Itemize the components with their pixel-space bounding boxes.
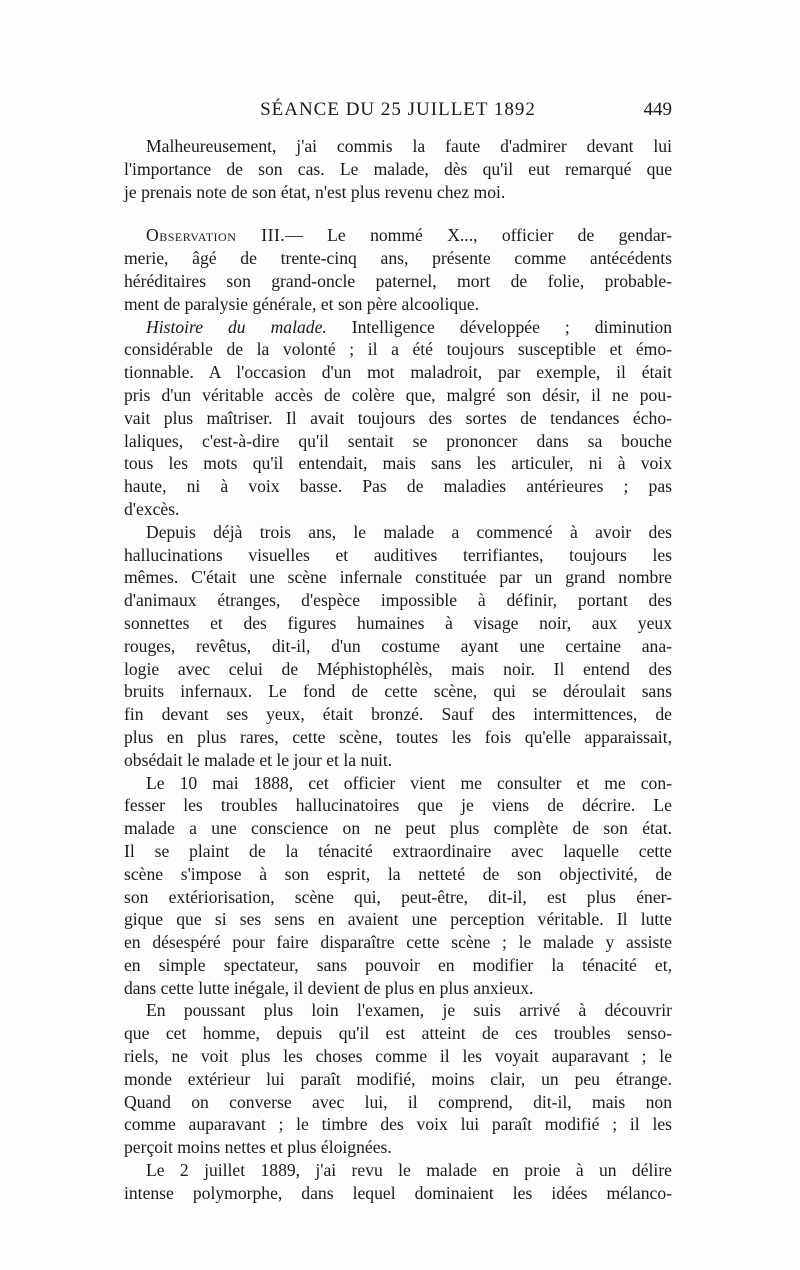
- text-line: sonnettes et des figures humaines à visage noir, aux yeux: [124, 612, 672, 633]
- text-line: Malheureusement, j'ai commis la faute d'admirer devant lui: [146, 136, 672, 156]
- observation-heading-line: [124, 224, 672, 247]
- text-line: rouges, revêtus, dit-il, d'un costume ayant une certaine ana-: [124, 635, 672, 656]
- text-line: l'importance de son cas. Le malade, dès qu'il eut remarqué que: [124, 158, 672, 179]
- text-line: en désespéré pour faire disparaître cette scène ; le malade y assiste: [124, 932, 672, 953]
- text-line: dans cette lutte inégale, il devient de plus en plus anxieux.: [124, 977, 534, 998]
- text-line: intense polymorphe, dans lequel dominaient les idées mélanco-: [124, 1182, 672, 1203]
- page-number: 449: [643, 99, 672, 120]
- text-line: son extériorisation, scène qui, peut-être, dit-il, est plus éner-: [124, 886, 672, 907]
- text-line: Il se plaint de la ténacité extraordinaire avec laquelle cette: [124, 840, 672, 861]
- text-line: pris d'un véritable accès de colère que, malgré son désir, il ne pou-: [124, 384, 672, 405]
- text-line: que cet homme, depuis qu'il est atteint de ces troubles senso-: [124, 1023, 672, 1044]
- text-line: comme auparavant ; le timbre des voix lui paraît modifié ; il les: [124, 1114, 672, 1135]
- histoire-heading-line: [124, 316, 672, 339]
- text-line: Quand on converse avec lui, il comprend, dit-il, mais non: [124, 1091, 672, 1112]
- histoire-line-rest: Intelligence développée ; diminution: [326, 316, 672, 337]
- running-header: [124, 96, 672, 124]
- text-line: considérable de la volonté ; il a été toujours susceptible et émo-: [124, 339, 672, 360]
- text-line: Le 10 mai 1888, cet officier vient me consulter et me con-: [146, 772, 672, 793]
- text-line: plus en plus rares, cette scène, toutes les fois qu'elle apparaissait,: [124, 726, 672, 747]
- text-line: laliques, c'est-à-dire qu'il sentait se prononcer dans sa bouche: [124, 430, 672, 451]
- text-line: d'excès.: [124, 498, 180, 519]
- text-line: merie, âgé de trente-cinq ans, présente comme antécédents: [124, 248, 672, 269]
- text-line: perçoit moins nettes et plus éloignées.: [124, 1137, 392, 1158]
- text-line: malade a une conscience on ne peut plus complète de son état.: [124, 818, 672, 839]
- text-line: monde extérieur lui paraît modifié, moins clair, un peu étrange.: [124, 1068, 672, 1089]
- paragraph-gap: [124, 203, 672, 224]
- text-line: d'animaux étranges, d'espèce impossible à définir, portant des: [124, 590, 672, 611]
- text-line: fin devant ses yeux, était bronzé. Sauf des intermittences, de: [124, 704, 672, 725]
- text-line: fesser les troubles hallucinatoires que je viens de décrire. Le: [124, 795, 672, 816]
- text-line: héréditaires son grand-oncle paternel, mort de folie, probable-: [124, 270, 672, 291]
- text-line: gique que si ses sens en avaient une perception véritable. Il lutte: [124, 909, 672, 930]
- text-line: scène s'impose à son esprit, la netteté de son objectivité, de: [124, 863, 672, 884]
- text-line: je prenais note de son état, n'est plus revenu chez moi.: [124, 181, 506, 202]
- observation-line-rest: — Le nommé X..., officier de gendar-: [285, 225, 672, 246]
- text-line: bruits infernaux. Le fond de cette scène, qui se déroulait sans: [124, 681, 672, 702]
- text-line: mêmes. C'était une scène infernale constituée par un grand nombre: [124, 567, 672, 588]
- text-line: tous les mots qu'il entendait, mais sans les articuler, ni à voix: [124, 453, 672, 474]
- text-line: logie avec celui de Méphistophélès, mais noir. Il entend des: [124, 658, 672, 679]
- observation-label: Observation III.: [146, 225, 286, 246]
- text-line: Depuis déjà trois ans, le malade a commencé à avoir des: [146, 521, 672, 542]
- text-line: riels, ne voit plus les choses comme il les voyait auparavant ; le: [124, 1046, 672, 1067]
- text-line: Le 2 juillet 1889, j'ai revu le malade en proie à un délire: [146, 1160, 672, 1181]
- text-line: ment de paralysie générale, et son père alcoolique.: [124, 293, 480, 314]
- text-line: en simple spectateur, sans pouvoir en modifier la ténacité et,: [124, 954, 672, 975]
- text-line: hallucinations visuelles et auditives terrifiantes, toujours les: [124, 544, 672, 565]
- text-line: vait plus maîtriser. Il avait toujours des sortes de tendances écho-: [124, 407, 672, 428]
- body-text: [124, 135, 672, 1205]
- text-line: haute, ni à voix basse. Pas de maladies antérieures ; pas: [124, 476, 672, 497]
- text-line: tionnable. A l'occasion d'un mot maladroit, par exemple, il était: [124, 362, 672, 383]
- histoire-label: Histoire du malade.: [146, 316, 327, 337]
- text-line: obsédait le malade et le jour et la nuit.: [124, 749, 393, 770]
- text-line: En poussant plus loin l'examen, je suis arrivé à découvrir: [146, 1000, 672, 1021]
- running-title: SÉANCE DU 25 JUILLET 1892: [260, 99, 536, 120]
